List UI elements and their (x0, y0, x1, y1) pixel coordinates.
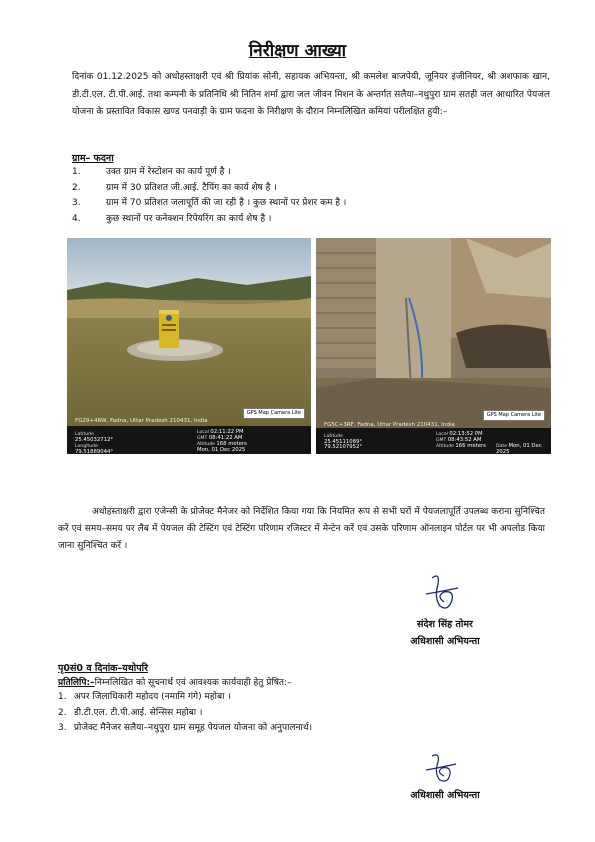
recipient-text: अपर जिलाधिकारी महोदय (नमामि गंगे) महोबा । (73, 692, 231, 702)
local-label: Local (436, 432, 448, 437)
handwritten-signature (418, 572, 468, 618)
finding-number: 1. (72, 167, 81, 177)
copy-intro (58, 675, 292, 688)
copy-intro-text: निम्नलिखित को सूचनार्थ एवं आवश्यक कार्यवाही हेतु प्रेषित:– (94, 678, 292, 688)
latitude-value: 25.45032712° (75, 436, 114, 443)
finding-item (72, 196, 346, 212)
photo-latitude (75, 432, 113, 443)
copy-recipient (58, 706, 312, 722)
recipient-number: 2. (58, 707, 67, 718)
reference-heading: पृ0सं0 व दिनांक–यथोपरि (58, 663, 149, 674)
gmt-label: GMT (436, 438, 447, 443)
finding-number: 4. (72, 213, 81, 224)
latitude-label: Latitude (75, 432, 94, 437)
photo-location: FG5C+3RF, Fadna, Uttar Pradesh 210431, India (324, 422, 455, 428)
date-value: Mon, 01 Dec 2025 (496, 443, 542, 454)
finding-text: उक्त ग्राम में रेस्टोशन का कार्य पूर्ण है । (106, 167, 231, 177)
altitude-label: Altitude (436, 444, 454, 449)
longitude-value: 79.52107952° (324, 444, 363, 450)
photo-longitude (75, 444, 113, 454)
recipient-number: 3. (58, 723, 67, 733)
latitude-label: Latitude (324, 434, 343, 439)
altitude-label: Altitude (197, 442, 215, 447)
gmt-value: 08:43:52 AM (447, 437, 482, 443)
finding-number: 3. (72, 198, 81, 208)
date-value: Mon, 01 Dec 2025 (197, 447, 246, 453)
longitude-value: 79.51889044° (75, 448, 114, 454)
altitude-value: 168 meters (216, 441, 247, 447)
instruction-paragraph: अधोहस्ताक्षरी द्वारा एजेन्सी के प्रोजेक्ट मैनेजर को निर्देशित किया गया कि नियमित रूप से सभी घरों में पेयजलापूर्ति उपलब्ध कराना सुनिश्चित करें एवं समय–समय पर लैब में पेयजल की टेस्टिंग एवं टेस्टिंग परिणाम रजिस्टर में मेन्टेन करें एवं उसके परिणाम ऑनलाइन पोर्टल पर भी अपलोड किया जाना सुनिश्चित करें । (58, 507, 545, 551)
copy-recipient-list (58, 690, 312, 737)
photo-date (496, 444, 551, 454)
copy-recipient (58, 690, 312, 706)
gps-map-badge: GPS Map Camera Lite (483, 410, 545, 421)
finding-text: ग्राम में 70 प्रतिशत जलापूर्ति की जा रही है । कुछ स्थानों पर प्रेशर कम है । (106, 198, 347, 208)
photo-location: FG29+4RW, Fadna, Uttar Pradesh 210431, India (75, 418, 208, 424)
local-label: Local (197, 430, 209, 435)
photo-longitude (324, 445, 362, 451)
findings-list (72, 165, 346, 227)
copy-label: प्रतिलिपि:– (58, 678, 95, 688)
village-heading: ग्राम– फदना (72, 153, 114, 164)
local-value: 02:13:52 PM (449, 431, 483, 437)
photo-date (197, 448, 245, 454)
gps-map-badge: GPS Map Camera Lite (243, 408, 305, 419)
date-label: Date (496, 444, 507, 449)
photo-altitude (436, 444, 486, 450)
gmt-label: GMT (197, 436, 208, 441)
finding-item (72, 181, 346, 197)
signatory-designation: अधिशासी अभियन्ता (410, 636, 480, 647)
handwritten-signature (420, 752, 466, 788)
signatory-name: संदेश सिंह तोमर (417, 619, 473, 630)
copy-recipient (58, 721, 312, 737)
page-title-text: निरीक्षण आख्या (248, 41, 347, 61)
longitude-label: Longitude (75, 444, 98, 449)
finding-text: ग्राम में 30 प्रतिशत जी.आई. टैपिंग का कार्य शेष है । (106, 182, 277, 193)
finding-item (72, 212, 346, 228)
recipient-text: डी.टी.एल. टी.पी.आई. सेन्सिस महोबा । (73, 707, 203, 718)
recipient-number: 1. (58, 692, 67, 702)
altitude-value: 166 meters (455, 443, 486, 449)
gmt-value: 08:41:22 AM (208, 435, 243, 441)
page-title (0, 38, 595, 61)
finding-text: कुछ स्थानों पर कनेक्शन रिपेयरिंग का कार्य शेष है । (106, 213, 272, 224)
local-value: 02:11:22 PM (210, 429, 244, 435)
recipient-text: प्रोजेक्ट मैनेजर सलैया–नथुपुरा ग्राम समूह पेयजल योजना को अनुपालनार्थ। (73, 723, 313, 733)
site-photo-2 (316, 238, 551, 454)
intro-paragraph: दिनांक 01.12.2025 को अधोहस्ताक्षरी एवं श्री प्रियांक सोनी, सहायक अभियन्ता, श्री कमलेश बाजपेयी, जूनियर इंजीनियर, श्री अशफाक खान, डी.टी.एल. टी.पी.आई. तथा कम्पनी के प्रतिनिधि श्री नितिन शर्मा द्वारा जल जीवन मिशन के अन्तर्गत सलैया–नथुपुरा ग्राम सतही जल आधारित पेयजल योजना के प्रस्तावित विकास खण्ड पनवाड़ी के ग्राम फदना के निरीक्षण के दौरान निम्नलिखित कमियां परीलक्षित हुयी:– (72, 72, 550, 117)
finding-number: 2. (72, 182, 81, 193)
final-designation: अधिशासी अभियन्ता (410, 790, 480, 801)
site-photo-1 (67, 238, 311, 454)
finding-item (72, 165, 346, 181)
latitude-value: 25.45111089° (324, 438, 363, 445)
